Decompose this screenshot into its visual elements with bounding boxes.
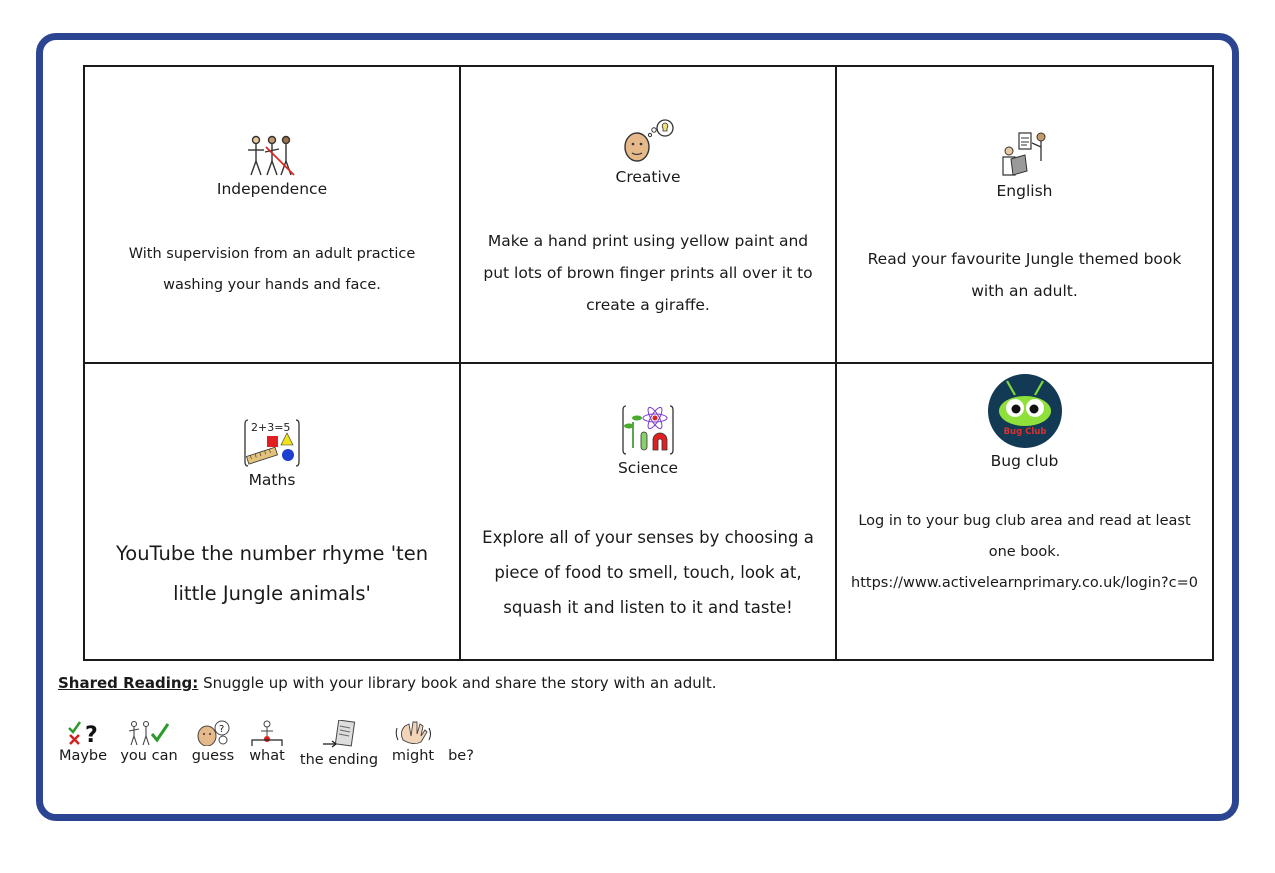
activity-grid — [84, 66, 1213, 660]
symbol-word-might: might — [388, 720, 438, 764]
activity-title: Creative — [615, 168, 681, 186]
symbol-word-maybe: ? Maybe — [58, 720, 108, 764]
shared-reading — [58, 674, 717, 692]
might-icon — [393, 720, 433, 746]
shared-reading-label: Shared Reading: — [58, 674, 199, 692]
activity-text: Explore all of your senses by choosing a piece of food to smell, touch, look at, squash it and listen to it and taste! — [482, 528, 814, 617]
activity-cell-maths — [83, 362, 461, 661]
maths-icon — [243, 418, 301, 468]
activity-cell-science — [459, 362, 837, 661]
bug-club-link[interactable]: https://www.activelearnprimary.co.uk/login?c=0 — [851, 575, 1198, 591]
what-icon — [249, 720, 285, 746]
maths-sum-text: 2+3=5 — [251, 421, 291, 434]
activity-text — [843, 506, 1206, 599]
science-icon — [621, 404, 675, 456]
guess-icon — [195, 720, 231, 746]
activity-text: With supervision from an adult practice washing your hands and face. — [128, 246, 416, 293]
ending-icon — [321, 720, 357, 750]
symbol-word-the-ending: the ending — [298, 720, 380, 768]
maybe-icon — [65, 720, 101, 746]
idea-face-icon — [621, 119, 675, 165]
symbol-word-guess: ? guess — [190, 720, 236, 764]
activity-cell-independence — [83, 65, 461, 364]
reading-icon — [999, 131, 1051, 179]
activity-text: Read your favourite Jungle themed book with an adult. — [867, 250, 1182, 300]
activity-cell-bug-club — [835, 362, 1214, 661]
symbol-word-you-can: you can — [118, 720, 180, 764]
bug-club-text: Log in to your bug club area and read at least one book. — [858, 513, 1191, 560]
you-can-icon — [128, 720, 170, 746]
svg-text:?: ? — [85, 723, 98, 746]
shared-reading-text: Snuggle up with your library book and share the story with an adult. — [203, 674, 717, 692]
activity-title: English — [996, 182, 1053, 200]
bug-club-logo — [987, 373, 1063, 449]
activity-text: Make a hand print using yellow paint and put lots of brown finger prints all over it to create a giraffe. — [483, 232, 813, 314]
activity-cell-creative — [459, 65, 837, 364]
activity-cell-english — [835, 65, 1214, 364]
symbol-word-what: what — [246, 720, 288, 764]
activity-title: Bug club — [990, 452, 1059, 470]
activity-title: Maths — [248, 471, 296, 489]
activity-title: Independence — [216, 180, 328, 198]
symbol-word-be: be? — [448, 748, 474, 764]
activity-title: Science — [617, 459, 679, 477]
svg-text:?: ? — [219, 724, 225, 735]
bug-club-logo-text: Bug Club — [1003, 427, 1046, 437]
people-icon — [246, 135, 298, 177]
activity-text: YouTube the number rhyme 'ten little Jungle animals' — [115, 542, 429, 605]
